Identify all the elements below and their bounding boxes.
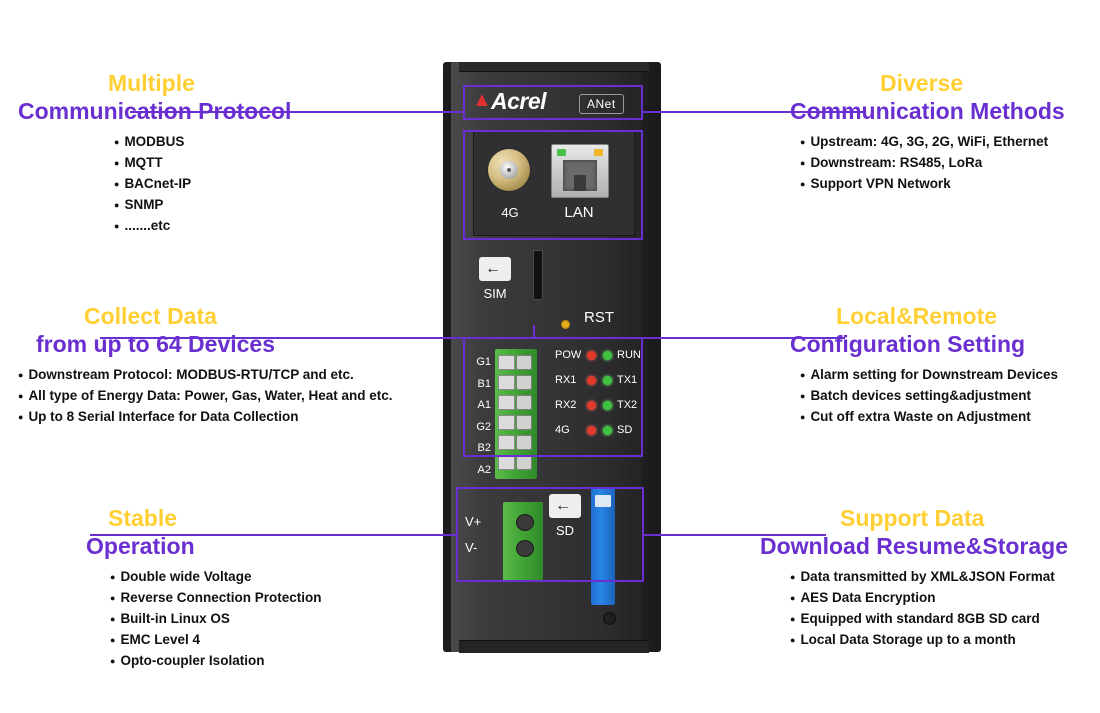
label-rst: RST	[584, 309, 614, 326]
callout-config-items	[800, 365, 1058, 428]
callout-protocol-items	[114, 132, 291, 237]
eject-arrow-icon: ←	[555, 497, 571, 514]
callout-methods-title-2: Communication Methods	[790, 98, 1065, 124]
callout-storage-title-2: Download Resume&Storage	[760, 533, 1068, 559]
list-item: ● Cut off extra Waste on Adjustment	[800, 407, 1058, 428]
callout-collect-items	[18, 365, 393, 428]
led-label-tx2: TX2	[617, 399, 638, 411]
brand-name: Acrel	[491, 88, 547, 114]
device-bottom-cap	[459, 640, 649, 653]
eject-arrow-icon: ←	[485, 260, 501, 277]
list-item: ● Up to 8 Serial Interface for Data Collection	[18, 407, 393, 428]
label-sim: SIM	[483, 286, 507, 301]
label-4g: 4G	[501, 205, 519, 220]
led-label-rx2: RX2	[555, 399, 577, 411]
callout-protocol	[18, 70, 291, 237]
callout-collect	[18, 303, 393, 428]
list-item: ● Opto-coupler Isolation	[110, 651, 321, 672]
device-top-cap	[459, 62, 649, 72]
acrel-logo-icon: ▲	[472, 89, 492, 111]
pin-label: A1	[477, 399, 491, 411]
pin-label: A2	[477, 463, 491, 476]
led-label-4g: 4G	[555, 424, 570, 436]
highlight-box-model	[463, 85, 643, 120]
callout-config-title-1: Local&Remote	[836, 303, 998, 329]
list-item: ● Local Data Storage up to a month	[790, 630, 1068, 651]
list-item: ● BACnet-IP	[114, 174, 291, 195]
list-item: ● EMC Level 4	[110, 630, 321, 651]
pin-label: G1	[476, 356, 491, 368]
callout-config-title-2: Configuration Setting	[790, 331, 1026, 357]
device-right-side	[641, 66, 661, 648]
list-item: ● AES Data Encryption	[790, 588, 1068, 609]
pin-label: G2	[476, 420, 491, 433]
callout-collect-title-2: from up to 64 Devices	[36, 331, 276, 357]
callout-config	[790, 303, 1058, 428]
highlight-box-ports	[463, 130, 643, 240]
callout-storage	[760, 505, 1068, 651]
label-lan: LAN	[564, 204, 594, 221]
callout-methods-title-1: Diverse	[880, 70, 964, 96]
list-item: ● Downstream Protocol: MODBUS-RTU/TCP and etc.	[18, 365, 393, 386]
led-label-tx1: TX1	[617, 374, 638, 386]
callout-stable-items	[110, 567, 321, 672]
label-sd: SD	[555, 523, 575, 538]
callout-methods	[790, 70, 1065, 195]
list-item: ● Reverse Connection Protection	[110, 588, 321, 609]
list-item: ● Double wide Voltage	[110, 567, 321, 588]
led-label-sd: SD	[617, 424, 633, 436]
list-item: ● Upstream: 4G, 3G, 2G, WiFi, Ethernet	[800, 132, 1065, 153]
highlight-box-serial-leds	[463, 337, 643, 457]
leader-line-collect-drop	[533, 325, 535, 339]
callout-methods-items	[800, 132, 1065, 195]
list-item: ● .......etc	[114, 216, 291, 237]
callout-storage-title-1: Support Data	[840, 505, 985, 531]
pin-label: B2	[477, 442, 491, 454]
list-item: ● Downstream: RS485, LoRa	[800, 153, 1065, 174]
reset-pinhole	[561, 320, 570, 329]
list-item: ● Equipped with standard 8GB SD card	[790, 609, 1068, 630]
chassis-screw	[603, 612, 616, 625]
list-item: ● Data transmitted by XML&JSON Format	[790, 567, 1068, 588]
callout-collect-title-1: Collect Data	[84, 303, 217, 329]
list-item: ● MQTT	[114, 153, 291, 174]
label-v-plus: V+	[465, 514, 482, 529]
callout-stable	[60, 505, 321, 672]
pin-label: B1	[477, 377, 491, 390]
list-item: ● All type of Energy Data: Power, Gas, Water, Heat and etc.	[18, 386, 393, 407]
list-item: ● SNMP	[114, 195, 291, 216]
callout-stable-title-1: Stable	[108, 505, 178, 531]
label-v-minus: V-	[465, 540, 478, 555]
list-item: ● Batch devices setting&adjustment	[800, 386, 1058, 407]
sim-card-slot	[533, 250, 543, 300]
callout-stable-title-2: Operation	[86, 533, 195, 559]
list-item: ● Alarm setting for Downstream Devices	[800, 365, 1058, 386]
model-badge: ANet	[579, 94, 624, 114]
list-item: ● MODBUS	[114, 132, 291, 153]
list-item: ● Support VPN Network	[800, 174, 1065, 195]
callout-protocol-title-2: Communication Protocol	[18, 98, 292, 124]
callout-protocol-title-1: Multiple	[108, 70, 195, 96]
highlight-box-power-sd	[456, 487, 644, 582]
led-label-pow: POW	[555, 349, 582, 361]
led-label-rx1: RX1	[555, 374, 577, 386]
callout-storage-items	[790, 567, 1068, 651]
led-label-run: RUN	[617, 349, 641, 361]
list-item: ● Built-in Linux OS	[110, 609, 321, 630]
